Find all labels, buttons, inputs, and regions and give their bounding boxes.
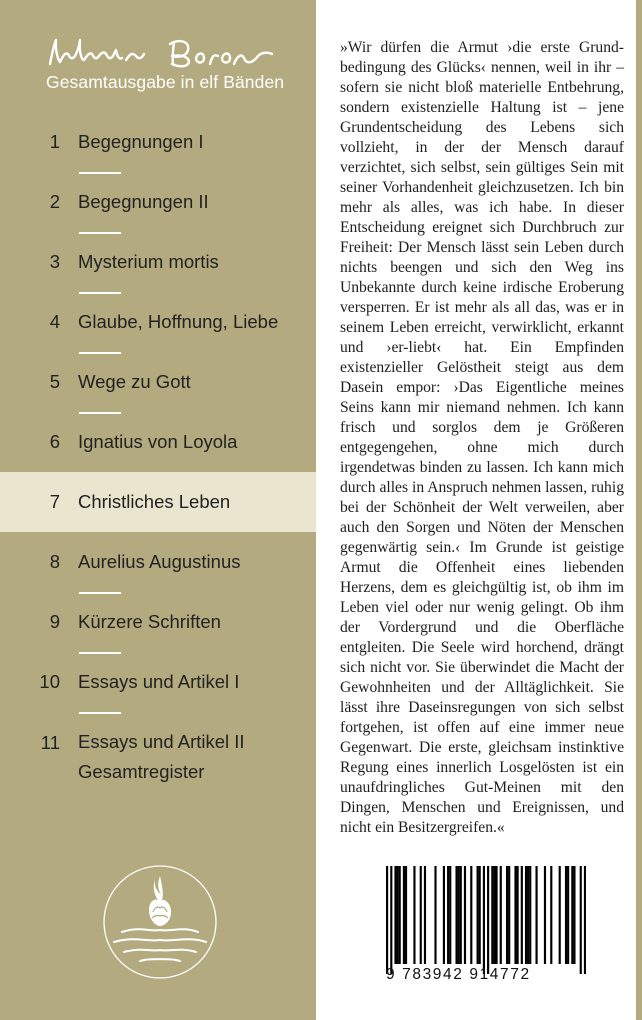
volume-title: Mysterium mortis	[78, 251, 219, 272]
barcode-bar	[434, 866, 436, 964]
barcode-bar	[544, 866, 546, 964]
barcode-bar	[460, 866, 462, 964]
volume-title: Ignatius von Loyola	[78, 431, 238, 452]
barcode-bar	[455, 866, 457, 964]
barcode-bar	[424, 866, 426, 964]
volume-number: 2	[49, 191, 60, 212]
barcode-bar	[514, 866, 516, 964]
series-subtitle: Gesamtausgabe in elf Bänden	[46, 72, 285, 92]
barcode-bar	[535, 866, 537, 964]
barcode-bar	[413, 866, 415, 964]
volume-title	[78, 727, 245, 787]
volume-number: 3	[49, 251, 60, 272]
barcode-bar	[529, 866, 531, 964]
barcode-bar	[405, 866, 407, 964]
barcode-bar	[495, 866, 497, 964]
volume-number: 4	[49, 311, 60, 332]
barcode-bar	[386, 866, 388, 974]
volume-number: 8	[49, 551, 60, 572]
author-signature	[46, 34, 276, 74]
barcode-bar	[394, 866, 396, 964]
barcode-bar	[477, 866, 479, 964]
barcode-bar	[493, 866, 495, 964]
barcode-bar	[397, 866, 399, 964]
barcode-bar	[449, 866, 451, 964]
barcode-bar	[500, 866, 502, 964]
barcode-bar	[573, 866, 575, 964]
barcode-bar	[464, 866, 466, 964]
volume-item-4[interactable]	[0, 292, 316, 352]
isbn-digits: 9 783942 914772	[386, 966, 531, 983]
volume-item-7-active[interactable]	[0, 472, 316, 532]
volume-title-line1: Essays und Artikel II	[78, 731, 245, 752]
barcode-bar	[580, 866, 582, 974]
volume-item-3[interactable]	[0, 232, 316, 292]
volume-number: 5	[49, 371, 60, 392]
volume-item-9[interactable]	[0, 592, 316, 652]
back-cover-quote: »Wir dürfen die Armut ›die erste Grundbedingung des Glücks‹ nennen, weil in ihr – sofern sie nicht bloß materielle Entbehrung, sondern existenzielle Haltung ist – jene Grundentscheidung des Lebens sich vollzieht, in der der Mensch darauf verzichtet, sich selbst, sein gültiges Sein mit seiner Vorhandenheit gleichzusetzen. Ich bin mehr als alles, was ich habe. In dieser Entscheidung ereignet sich Durchbruch zur Freiheit: Der Mensch lässt sein Leben durch nichts beengen und sich den Weg ins Unbekannte durch keine irdische Eroberung versperren. Er ist mehr als all das, was er in seinem Leben erreicht, verwirklicht, erkannt und ›er-liebt‹ hat. Ein Empfinden existenzieller Gelöstheit steigt aus dem Dasein empor: ›Das Eigentliche meines Seins kann mir niemand nehmen. Ich kann frisch und sorglos dem je Größeren entgegengehen, ohne mich durch irgendetwas binden zu lassen. Ich kann mich durch alles in Anspruch nehmen lassen, ruhig bei der Schönheit der Welt verweilen, aber auch den Sorgen und Nöten der Menschen gegenwärtig sein.‹ Im Grunde ist geistige Armut die Offenheit eines liebenden Herzens, dem es gleichgültig ist, ob ihm im Leben viel oder nur wenig gelingt. Ob ihm der Vordergrund und die Oberfläche entgleiten. Die Seele wird horchend, drängt sich nicht vor. Sie überwindet die Macht der Gewohnheiten und der Alltäglichkeit. Sie lässt ihre Daseinsregungen von sich selbst fortgehen, ist offen auf eine immer neue Gegenwart. Die erste, gleichsam instinktive Regung eines innerlich Losgelösten ist ein unaufdringliches Gut-Meinen mit den Dingen, Menschen und Ereignissen, und nicht ein Besitzergreifen.«	[340, 39, 624, 836]
volume-item-5[interactable]	[0, 352, 316, 412]
barcode-bar	[567, 866, 569, 964]
back-cover-panel	[316, 0, 642, 1020]
volume-title: Aurelius Augustinus	[78, 551, 241, 572]
volume-title: Wege zu Gott	[78, 371, 191, 392]
barcode-bar	[584, 866, 586, 974]
volume-number: 10	[39, 671, 60, 692]
volume-number: 1	[49, 131, 60, 152]
barcode-bar	[506, 866, 508, 964]
volume-title: Glaube, Hoffnung, Liebe	[78, 311, 279, 332]
volume-title: Essays und Artikel I	[78, 671, 240, 692]
barcode-bar	[517, 866, 519, 964]
volume-separator	[79, 712, 121, 714]
barcode-bar	[565, 866, 567, 964]
barcode-bar	[559, 866, 561, 964]
volume-title: Christliches Leben	[78, 491, 231, 512]
barcode-bar	[550, 866, 552, 964]
barcode-bar	[571, 866, 573, 964]
volume-title: Begegnungen I	[78, 131, 204, 152]
barcode-bar	[521, 866, 523, 964]
volume-title: Begegnungen II	[78, 191, 209, 212]
barcode-bar	[525, 866, 527, 964]
barcode-bar	[483, 866, 485, 974]
barcode-bar	[527, 866, 529, 964]
volume-item-6[interactable]	[0, 412, 316, 472]
barcode-bar	[399, 866, 401, 964]
volume-number: 9	[49, 611, 60, 632]
barcode-bar	[470, 866, 472, 964]
barcode-bar	[458, 866, 460, 964]
barcode-bar	[508, 866, 510, 964]
barcode-bar	[447, 866, 449, 964]
volume-number: 11	[40, 732, 60, 753]
volume-item-2[interactable]	[0, 172, 316, 232]
volume-item-10[interactable]	[0, 652, 316, 712]
volume-item-11[interactable]	[0, 726, 316, 788]
volume-item-1[interactable]	[0, 112, 316, 172]
series-panel	[0, 0, 316, 1020]
volume-number: 6	[49, 431, 60, 452]
barcode-bar	[390, 866, 392, 974]
volume-title-line2: Gesamtregister	[78, 761, 205, 782]
barcode-bar	[491, 866, 493, 964]
barcode-bar	[403, 866, 405, 964]
flame-emblem-icon	[100, 862, 220, 982]
barcode-bar	[479, 866, 481, 964]
barcode-bar	[420, 866, 422, 964]
barcode-bar	[487, 866, 489, 974]
volume-title: Kürzere Schriften	[78, 611, 221, 632]
volume-number: 7	[49, 491, 60, 512]
volume-item-8[interactable]	[0, 532, 316, 592]
barcode-bar	[443, 866, 445, 964]
